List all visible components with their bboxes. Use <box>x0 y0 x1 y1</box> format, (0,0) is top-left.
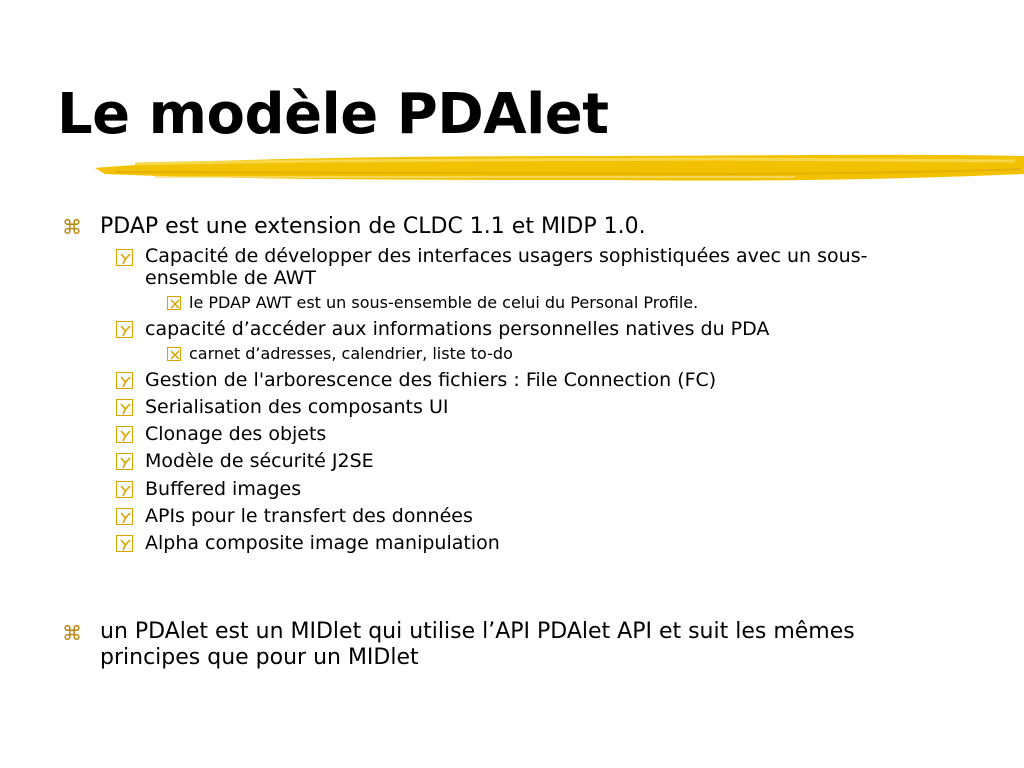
bullet-buffered-images: Buffered images <box>145 478 302 500</box>
yellow-brush-stroke <box>95 150 1024 186</box>
checkbox-y-icon <box>116 399 133 416</box>
bullet-awt-line2: ensemble de AWT <box>145 267 317 289</box>
checkbox-y-icon <box>116 372 133 389</box>
bullet-carnet: carnet d’adresses, calendrier, liste to-do <box>189 344 513 363</box>
bullet-apis-transfert: APIs pour le transfert des données <box>145 505 473 527</box>
bullet-infos-perso: capacité d’accéder aux informations personnelles natives du PDA <box>145 318 770 340</box>
bullet-securite: Modèle de sécurité J2SE <box>145 450 374 472</box>
bullet-alpha-composite: Alpha composite image manipulation <box>145 532 500 554</box>
bullet-pdap-awt: le PDAP AWT est un sous-ensemble de celui du Personal Profile. <box>189 293 699 312</box>
checkbox-y-icon <box>116 321 133 338</box>
checkbox-y-icon <box>116 426 133 443</box>
bullet-awt-line1: Capacité de développer des interfaces usagers sophistiquées avec un sous- <box>145 245 868 267</box>
checkbox-y-icon <box>116 249 133 266</box>
bullet-clonage: Clonage des objets <box>145 423 327 445</box>
checkbox-y-icon <box>116 481 133 498</box>
bullet-file-connection: Gestion de l'arborescence des fichiers : File Connection (FC) <box>145 369 717 391</box>
checkbox-x-icon <box>167 296 181 310</box>
command-key-icon: ⌘ <box>62 215 82 239</box>
checkbox-y-icon <box>116 508 133 525</box>
bullet-pdap: PDAP est une extension de CLDC 1.1 et MIDP 1.0. <box>100 214 646 239</box>
checkbox-y-icon <box>116 453 133 470</box>
checkbox-x-icon <box>167 347 181 361</box>
command-key-icon: ⌘ <box>62 621 82 645</box>
bullet-pdalet-line1: un PDAlet est un MIDlet qui utilise l’API PDAlet API et suit les mêmes <box>100 619 855 644</box>
bullet-serialisation: Serialisation des composants UI <box>145 396 449 418</box>
checkbox-y-icon <box>116 535 133 552</box>
slide-title: Le modèle PDAlet <box>57 82 609 147</box>
bullet-pdalet-line2: principes que pour un MIDlet <box>100 645 419 670</box>
